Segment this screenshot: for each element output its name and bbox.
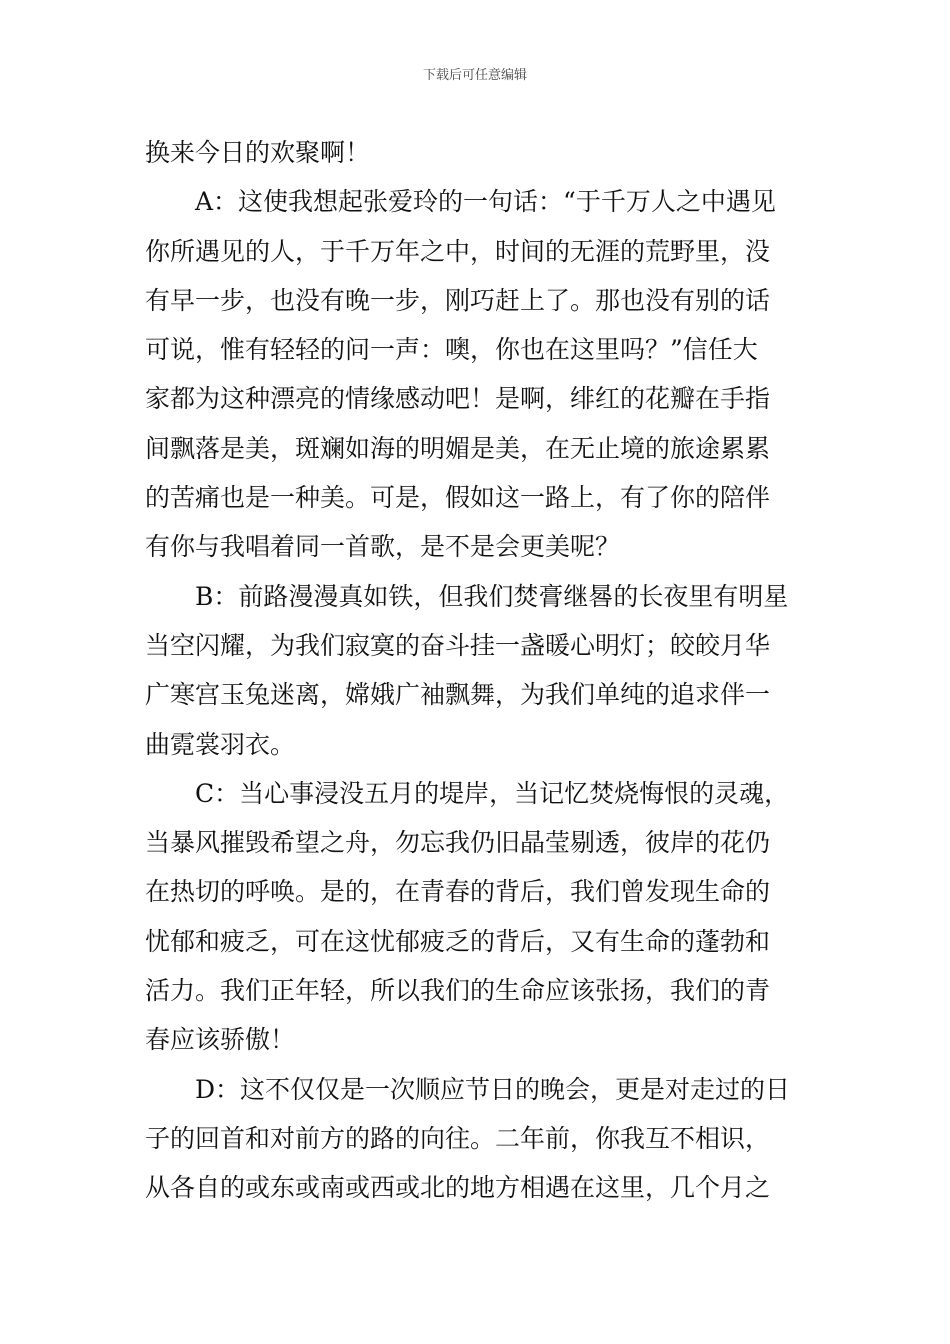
- text-line: 家都为这种漂亮的情缘感动吧！是啊，绯红的花瓣在手指: [145, 384, 771, 414]
- text-line: 有你与我唱着同一首歌，是不是会更美呢？: [145, 532, 621, 562]
- text-line: 子的回首和对前方的路的向往。二年前，你我互不相识，: [145, 1123, 771, 1153]
- paragraph-a-start: A：这使我想起张爱玲的一句话：“于千万人之中遇见: [195, 187, 776, 217]
- text-line: 当空闪耀，为我们寂寞的奋斗挂一盏暖心明灯；皎皎月华: [145, 630, 771, 660]
- text-line: 曲霓裳羽衣。: [145, 729, 296, 759]
- text-line: 广寒宫玉兔迷离，嫦娥广袖飘舞，为我们单纯的追求伴一: [145, 680, 771, 710]
- text-line: 从各自的或东或南或西或北的地方相遇在这里，几个月之: [145, 1173, 771, 1203]
- text-line: 的苦痛也是一种美。可是，假如这一路上，有了你的陪伴: [145, 483, 771, 513]
- text-line: 春应该骄傲！: [145, 1025, 296, 1055]
- text-line: 你所遇见的人，于千万年之中，时间的无涯的荒野里，没: [145, 236, 771, 266]
- page-header: 下载后可任意编辑: [422, 68, 527, 83]
- text-line: 忧郁和疲乏，可在这忧郁疲乏的背后，又有生命的蓬勃和: [145, 926, 771, 956]
- text-line: 在热切的呼唤。是的，在青春的背后，我们曾发现生命的: [145, 877, 771, 907]
- paragraph-b-start: B：前路漫漫真如铁，但我们焚膏继晷的长夜里有明星: [195, 581, 789, 611]
- text-line: 间飘落是美，斑斓如海的明媚是美，在无止境的旅途累累: [145, 433, 771, 463]
- text-line: 当暴风摧毁希望之舟，勿忘我仍旧晶莹剔透，彼岸的花仍: [145, 828, 771, 858]
- paragraph-c-start: C：当心事浸没五月的堤岸，当记忆焚烧悔恨的灵魂，: [195, 778, 790, 808]
- text-line: 有早一步，也没有晚一步，刚巧赶上了。那也没有别的话: [145, 285, 771, 315]
- text-line: 换来今日的欢聚啊！: [145, 138, 371, 167]
- text-line: 活力。我们正年轻，所以我们的生命应该张扬，我们的青: [145, 976, 771, 1006]
- text-line: 可说，惟有轻轻的问一声：噢，你也在这里吗？”信任大: [145, 335, 758, 365]
- document-body: [145, 128, 817, 1213]
- paragraph-d-start: D：这不仅仅是一次顺应节日的晚会，更是对走过的日: [195, 1074, 791, 1104]
